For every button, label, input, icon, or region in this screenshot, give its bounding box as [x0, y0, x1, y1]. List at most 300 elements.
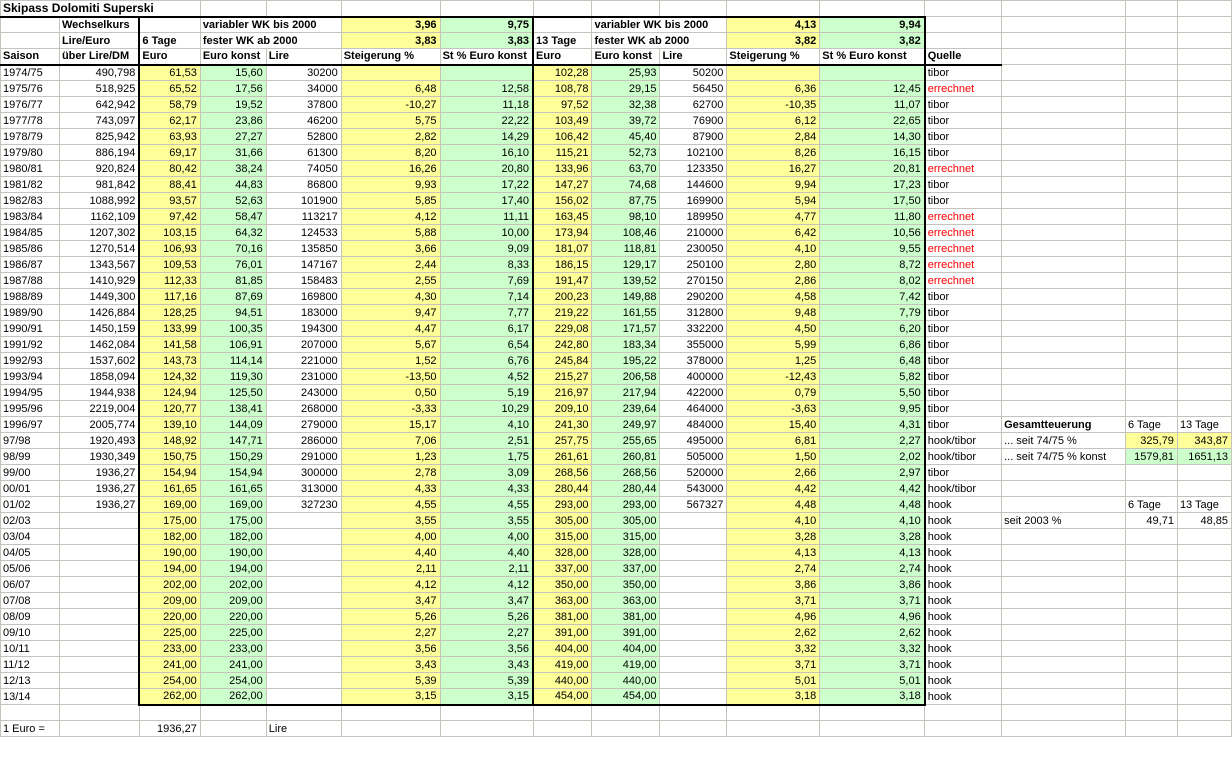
cell-quelle[interactable]: errechnet	[925, 257, 1002, 273]
cell[interactable]: 125,50	[200, 385, 266, 401]
cell[interactable]: 9,95	[820, 401, 925, 417]
cell-quelle[interactable]: hook	[925, 625, 1002, 641]
cell[interactable]	[1125, 689, 1177, 705]
cell[interactable]	[1125, 369, 1177, 385]
col-header-lire-6[interactable]: Lire	[266, 49, 341, 65]
col-header-euro-konst-13[interactable]: Euro konst	[592, 49, 660, 65]
cell[interactable]: 190,00	[200, 545, 266, 561]
cell[interactable]: 12,45	[820, 81, 925, 97]
cell[interactable]: 133,96	[533, 161, 592, 177]
cell-saison[interactable]: 1987/88	[1, 273, 60, 289]
cell[interactable]: 8,33	[440, 257, 533, 273]
cell[interactable]: 290200	[660, 289, 727, 305]
cell[interactable]: 6,48	[820, 353, 925, 369]
cell[interactable]: 400000	[660, 369, 727, 385]
cell[interactable]	[59, 689, 139, 705]
cell[interactable]	[660, 529, 727, 545]
cell[interactable]: 490,798	[59, 65, 139, 81]
cell[interactable]	[533, 721, 592, 737]
cell[interactable]: 200,23	[533, 289, 592, 305]
cell-saison[interactable]: 1994/95	[1, 385, 60, 401]
cell-saison[interactable]: 1982/83	[1, 193, 60, 209]
footer-label[interactable]: 1 Euro =	[1, 721, 60, 737]
cell[interactable]: 143,73	[139, 353, 200, 369]
cell[interactable]: 129,17	[592, 257, 660, 273]
cell[interactable]	[727, 1, 820, 17]
cell[interactable]	[59, 657, 139, 673]
cell[interactable]: 182,00	[200, 529, 266, 545]
cell[interactable]: 3,71	[820, 657, 925, 673]
cell[interactable]: 163,45	[533, 209, 592, 225]
cell[interactable]: 261,61	[533, 449, 592, 465]
cell[interactable]: 97,42	[139, 209, 200, 225]
value-seit-7475-6[interactable]: 325,79	[1125, 433, 1177, 449]
cell[interactable]	[59, 593, 139, 609]
cell[interactable]	[1125, 721, 1177, 737]
cell[interactable]: 2,97	[820, 465, 925, 481]
cell[interactable]: 5,39	[440, 673, 533, 689]
cell[interactable]: 2,62	[727, 625, 820, 641]
cell[interactable]: 112,33	[139, 273, 200, 289]
cell[interactable]: 4,13	[727, 545, 820, 561]
side-header-6-tage-1[interactable]: 6 Tage	[1125, 417, 1177, 433]
cell[interactable]: 109,53	[139, 257, 200, 273]
cell[interactable]: 642,942	[59, 97, 139, 113]
cell[interactable]: 135850	[266, 241, 341, 257]
cell[interactable]: 93,57	[139, 193, 200, 209]
cell[interactable]: 2,27	[341, 625, 440, 641]
cell[interactable]: 454,00	[592, 689, 660, 705]
cell[interactable]: 30200	[266, 65, 341, 81]
cell-quelle[interactable]: hook	[925, 641, 1002, 657]
cell-saison[interactable]: 04/05	[1, 545, 60, 561]
cell[interactable]: 2,55	[341, 273, 440, 289]
cell[interactable]: 118,81	[592, 241, 660, 257]
cell[interactable]	[1002, 305, 1126, 321]
cell[interactable]	[1, 17, 60, 33]
cell[interactable]: 215,27	[533, 369, 592, 385]
cell[interactable]: 74,68	[592, 177, 660, 193]
cell[interactable]	[660, 513, 727, 529]
cell[interactable]	[266, 561, 341, 577]
cell[interactable]: 2,11	[341, 561, 440, 577]
cell[interactable]: 74050	[266, 161, 341, 177]
cell-saison[interactable]: 1983/84	[1, 209, 60, 225]
wk-fest-steigerung-13[interactable]: 3,82	[727, 33, 820, 49]
cell[interactable]: 11,11	[440, 209, 533, 225]
cell-saison[interactable]: 13/14	[1, 689, 60, 705]
cell[interactable]: 161,55	[592, 305, 660, 321]
cell[interactable]: 86800	[266, 177, 341, 193]
cell[interactable]: 17,40	[440, 193, 533, 209]
cell[interactable]: 4,30	[341, 289, 440, 305]
cell[interactable]: 209,00	[139, 593, 200, 609]
cell[interactable]: 5,39	[341, 673, 440, 689]
cell[interactable]: 1162,109	[59, 209, 139, 225]
cell[interactable]: 15,17	[341, 417, 440, 433]
cell[interactable]	[341, 705, 440, 721]
cell-quelle[interactable]: hook	[925, 673, 1002, 689]
cell[interactable]: 280,44	[533, 481, 592, 497]
cell-quelle[interactable]: hook	[925, 513, 1002, 529]
cell[interactable]: 103,15	[139, 225, 200, 241]
cell[interactable]	[1002, 177, 1126, 193]
cell[interactable]: 206,58	[592, 369, 660, 385]
cell[interactable]: 3,56	[440, 641, 533, 657]
cell[interactable]: 404,00	[592, 641, 660, 657]
cell[interactable]: 8,72	[820, 257, 925, 273]
cell[interactable]: 106,91	[200, 337, 266, 353]
cell[interactable]: 440,00	[592, 673, 660, 689]
cell[interactable]: 1858,094	[59, 369, 139, 385]
wk-fest-st-konst-6[interactable]: 3,83	[440, 33, 533, 49]
cell[interactable]: 291000	[266, 449, 341, 465]
cell[interactable]	[1125, 705, 1177, 721]
cell[interactable]: 2,62	[820, 625, 925, 641]
cell[interactable]: 209,10	[533, 401, 592, 417]
cell[interactable]: 7,06	[341, 433, 440, 449]
cell[interactable]: 32,38	[592, 97, 660, 113]
cell[interactable]	[59, 577, 139, 593]
cell[interactable]: 114,14	[200, 353, 266, 369]
cell[interactable]: 9,48	[727, 305, 820, 321]
cell-quelle[interactable]: tibor	[925, 369, 1002, 385]
cell[interactable]	[1002, 289, 1126, 305]
cell[interactable]	[1125, 33, 1177, 49]
cell[interactable]: 217,94	[592, 385, 660, 401]
cell[interactable]	[1177, 113, 1231, 129]
cell[interactable]: 3,28	[820, 529, 925, 545]
cell[interactable]	[660, 577, 727, 593]
cell[interactable]: 5,82	[820, 369, 925, 385]
cell[interactable]: 230050	[660, 241, 727, 257]
cell[interactable]: 5,85	[341, 193, 440, 209]
cell[interactable]	[1125, 225, 1177, 241]
cell[interactable]: 34000	[266, 81, 341, 97]
cell[interactable]: 454,00	[533, 689, 592, 705]
cell[interactable]: 63,93	[139, 129, 200, 145]
cell[interactable]: 97,52	[533, 97, 592, 113]
cell[interactable]: 65,52	[139, 81, 200, 97]
cell[interactable]: 17,23	[820, 177, 925, 193]
cell-quelle[interactable]: hook	[925, 689, 1002, 705]
cell[interactable]: 175,00	[200, 513, 266, 529]
cell[interactable]	[1125, 673, 1177, 689]
cell-saison[interactable]: 1978/79	[1, 129, 60, 145]
cell[interactable]: 202,00	[139, 577, 200, 593]
cell[interactable]: 337,00	[533, 561, 592, 577]
cell[interactable]: 161,65	[200, 481, 266, 497]
cell[interactable]	[266, 513, 341, 529]
cell[interactable]	[1002, 465, 1126, 481]
cell[interactable]: 3,71	[820, 593, 925, 609]
cell[interactable]: 4,42	[820, 481, 925, 497]
cell[interactable]: 886,194	[59, 145, 139, 161]
cell[interactable]: 2,11	[440, 561, 533, 577]
cell-quelle[interactable]: tibor	[925, 113, 1002, 129]
cell-saison[interactable]: 05/06	[1, 561, 60, 577]
cell[interactable]: 195,22	[592, 353, 660, 369]
cell[interactable]: 5,01	[820, 673, 925, 689]
cell-quelle[interactable]: hook/tibor	[925, 481, 1002, 497]
col-header-euro-6[interactable]: Euro	[139, 49, 200, 65]
cell[interactable]: 241,00	[200, 657, 266, 673]
cell[interactable]	[1002, 641, 1126, 657]
cell-quelle[interactable]: tibor	[925, 385, 1002, 401]
footer-unit[interactable]: Lire	[266, 721, 341, 737]
cell-quelle[interactable]: hook/tibor	[925, 449, 1002, 465]
cell[interactable]	[727, 705, 820, 721]
cell-quelle[interactable]: tibor	[925, 145, 1002, 161]
cell[interactable]	[1002, 321, 1126, 337]
cell[interactable]: 52,73	[592, 145, 660, 161]
cell[interactable]: 4,50	[727, 321, 820, 337]
cell-saison[interactable]: 98/99	[1, 449, 60, 465]
cell[interactable]: 87,75	[592, 193, 660, 209]
cell[interactable]: 81,85	[200, 273, 266, 289]
side-header-6-tage-2[interactable]: 6 Tage	[1125, 497, 1177, 513]
cell[interactable]: 6,42	[727, 225, 820, 241]
cell[interactable]: 4,00	[341, 529, 440, 545]
cell[interactable]	[440, 1, 533, 17]
cell-saison[interactable]: 1992/93	[1, 353, 60, 369]
cell[interactable]: 220,00	[139, 609, 200, 625]
cell[interactable]	[1177, 177, 1231, 193]
cell[interactable]	[1125, 577, 1177, 593]
cell[interactable]: 6,54	[440, 337, 533, 353]
cell[interactable]: 1449,300	[59, 289, 139, 305]
cell[interactable]: 7,77	[440, 305, 533, 321]
cell[interactable]: 147,71	[200, 433, 266, 449]
cell-saison[interactable]: 1981/82	[1, 177, 60, 193]
cell[interactable]	[533, 705, 592, 721]
wk-fest-st-konst-13[interactable]: 3,82	[820, 33, 925, 49]
cell[interactable]: 1207,302	[59, 225, 139, 241]
cell[interactable]: 4,10	[727, 241, 820, 257]
cell[interactable]	[1002, 705, 1126, 721]
cell[interactable]	[1177, 529, 1231, 545]
cell-quelle[interactable]: hook	[925, 497, 1002, 513]
cell[interactable]: 245,84	[533, 353, 592, 369]
cell[interactable]: 147,27	[533, 177, 592, 193]
cell[interactable]: -10,27	[341, 97, 440, 113]
cell-saison[interactable]: 1995/96	[1, 401, 60, 417]
cell[interactable]: 743,097	[59, 113, 139, 129]
footer-value[interactable]: 1936,27	[139, 721, 200, 737]
cell[interactable]	[1002, 161, 1126, 177]
cell[interactable]	[1177, 17, 1231, 33]
cell[interactable]: 350,00	[592, 577, 660, 593]
cell[interactable]	[1177, 257, 1231, 273]
cell[interactable]: 2,66	[727, 465, 820, 481]
label-fester-wk-13-tage[interactable]: fester WK ab 2000	[592, 33, 727, 49]
cell[interactable]: 3,86	[727, 577, 820, 593]
cell[interactable]: 1270,514	[59, 241, 139, 257]
cell[interactable]: 3,15	[341, 689, 440, 705]
cell[interactable]: 422000	[660, 385, 727, 401]
cell[interactable]: 2,27	[820, 433, 925, 449]
cell[interactable]: 148,92	[139, 433, 200, 449]
cell-saison[interactable]: 99/00	[1, 465, 60, 481]
cell[interactable]: 139,10	[139, 417, 200, 433]
cell-quelle[interactable]: hook	[925, 577, 1002, 593]
cell[interactable]: 191,47	[533, 273, 592, 289]
cell[interactable]: 1936,27	[59, 481, 139, 497]
cell-saison[interactable]: 08/09	[1, 609, 60, 625]
cell-saison[interactable]: 1980/81	[1, 161, 60, 177]
cell-saison[interactable]: 02/03	[1, 513, 60, 529]
cell[interactable]: 3,47	[341, 593, 440, 609]
cell[interactable]: 4,96	[727, 609, 820, 625]
cell[interactable]	[1177, 577, 1231, 593]
cell-saison[interactable]: 1985/86	[1, 241, 60, 257]
cell[interactable]: 117,16	[139, 289, 200, 305]
cell[interactable]	[1177, 337, 1231, 353]
cell[interactable]: 350,00	[533, 577, 592, 593]
cell[interactable]: 11,18	[440, 97, 533, 113]
cell[interactable]	[1125, 625, 1177, 641]
cell[interactable]: 19,52	[200, 97, 266, 113]
cell[interactable]: 3,32	[727, 641, 820, 657]
cell[interactable]: 3,09	[440, 465, 533, 481]
cell[interactable]: 52800	[266, 129, 341, 145]
cell[interactable]: 10,29	[440, 401, 533, 417]
cell[interactable]: 38,24	[200, 161, 266, 177]
cell[interactable]: 171,57	[592, 321, 660, 337]
cell[interactable]: 50200	[660, 65, 727, 81]
cell[interactable]	[925, 1, 1002, 17]
cell[interactable]: 0,79	[727, 385, 820, 401]
cell[interactable]: 11,07	[820, 97, 925, 113]
cell[interactable]: 315,00	[533, 529, 592, 545]
cell[interactable]	[1177, 161, 1231, 177]
cell[interactable]	[1125, 241, 1177, 257]
cell[interactable]: 154,94	[139, 465, 200, 481]
cell[interactable]	[1177, 273, 1231, 289]
cell[interactable]: 169,00	[200, 497, 266, 513]
cell[interactable]: 1936,27	[59, 497, 139, 513]
cell[interactable]: 505000	[660, 449, 727, 465]
cell[interactable]	[1125, 65, 1177, 81]
cell[interactable]: 4,00	[440, 529, 533, 545]
cell[interactable]	[1002, 353, 1126, 369]
cell[interactable]	[1002, 193, 1126, 209]
cell[interactable]: 2,74	[820, 561, 925, 577]
cell[interactable]	[1, 33, 60, 49]
col-header-saison[interactable]: Saison	[1, 49, 60, 65]
cell[interactable]: 1,75	[440, 449, 533, 465]
cell[interactable]	[59, 561, 139, 577]
cell[interactable]: 1450,159	[59, 321, 139, 337]
col-header-lire-13[interactable]: Lire	[660, 49, 727, 65]
cell[interactable]: 305,00	[592, 513, 660, 529]
cell[interactable]	[266, 657, 341, 673]
cell[interactable]: 144600	[660, 177, 727, 193]
cell[interactable]: 144,09	[200, 417, 266, 433]
cell[interactable]: 328,00	[592, 545, 660, 561]
cell[interactable]: -3,33	[341, 401, 440, 417]
cell[interactable]: 229,08	[533, 321, 592, 337]
cell[interactable]	[1002, 609, 1126, 625]
cell-quelle[interactable]: hook	[925, 561, 1002, 577]
cell[interactable]: 286000	[266, 433, 341, 449]
cell[interactable]	[660, 593, 727, 609]
cell[interactable]: 141,58	[139, 337, 200, 353]
cell[interactable]	[660, 689, 727, 705]
cell[interactable]	[1125, 145, 1177, 161]
cell[interactable]: 138,41	[200, 401, 266, 417]
cell[interactable]: 225,00	[200, 625, 266, 641]
cell[interactable]: 241,00	[139, 657, 200, 673]
cell[interactable]: 3,71	[727, 657, 820, 673]
cell-saison[interactable]: 07/08	[1, 593, 60, 609]
cell[interactable]: 7,69	[440, 273, 533, 289]
cell[interactable]	[1002, 97, 1126, 113]
cell[interactable]	[341, 65, 440, 81]
cell-saison[interactable]: 97/98	[1, 433, 60, 449]
cell[interactable]: 8,20	[341, 145, 440, 161]
cell[interactable]	[1002, 673, 1126, 689]
cell[interactable]: 3,43	[341, 657, 440, 673]
cell[interactable]	[820, 721, 925, 737]
cell[interactable]	[1002, 721, 1126, 737]
cell[interactable]: 2,74	[727, 561, 820, 577]
cell[interactable]: 5,19	[440, 385, 533, 401]
cell[interactable]	[925, 705, 1002, 721]
cell[interactable]: 115,21	[533, 145, 592, 161]
cell[interactable]: 300000	[266, 465, 341, 481]
cell[interactable]: 332200	[660, 321, 727, 337]
cell[interactable]	[1177, 49, 1231, 65]
cell-saison[interactable]: 00/01	[1, 481, 60, 497]
cell[interactable]: 183,34	[592, 337, 660, 353]
cell[interactable]	[266, 609, 341, 625]
cell[interactable]: 182,00	[139, 529, 200, 545]
cell[interactable]: 20,80	[440, 161, 533, 177]
cell[interactable]	[660, 721, 727, 737]
cell[interactable]: 328,00	[533, 545, 592, 561]
col-header-quelle[interactable]: Quelle	[925, 49, 1002, 65]
cell[interactable]: 147167	[266, 257, 341, 273]
cell[interactable]: 3,47	[440, 593, 533, 609]
cell[interactable]: 22,65	[820, 113, 925, 129]
cell-quelle[interactable]: tibor	[925, 353, 1002, 369]
cell[interactable]: 5,99	[727, 337, 820, 353]
cell[interactable]: 4,33	[440, 481, 533, 497]
cell[interactable]	[1002, 385, 1126, 401]
cell[interactable]: 1343,567	[59, 257, 139, 273]
cell[interactable]: 5,01	[727, 673, 820, 689]
side-header-13-tage-2[interactable]: 13 Tage	[1177, 497, 1231, 513]
cell[interactable]	[1125, 385, 1177, 401]
cell[interactable]	[1177, 65, 1231, 81]
cell[interactable]: 4,40	[341, 545, 440, 561]
cell[interactable]	[1125, 161, 1177, 177]
cell[interactable]	[266, 625, 341, 641]
cell[interactable]	[266, 641, 341, 657]
cell-saison[interactable]: 01/02	[1, 497, 60, 513]
cell[interactable]: 239,64	[592, 401, 660, 417]
cell[interactable]	[1125, 337, 1177, 353]
cell[interactable]	[266, 689, 341, 705]
cell[interactable]: 981,842	[59, 177, 139, 193]
cell[interactable]	[820, 705, 925, 721]
cell[interactable]: 6,12	[727, 113, 820, 129]
cell[interactable]	[200, 705, 266, 721]
cell-quelle[interactable]: errechnet	[925, 209, 1002, 225]
col-header-euro-13[interactable]: Euro	[533, 49, 592, 65]
cell[interactable]: 255,65	[592, 433, 660, 449]
